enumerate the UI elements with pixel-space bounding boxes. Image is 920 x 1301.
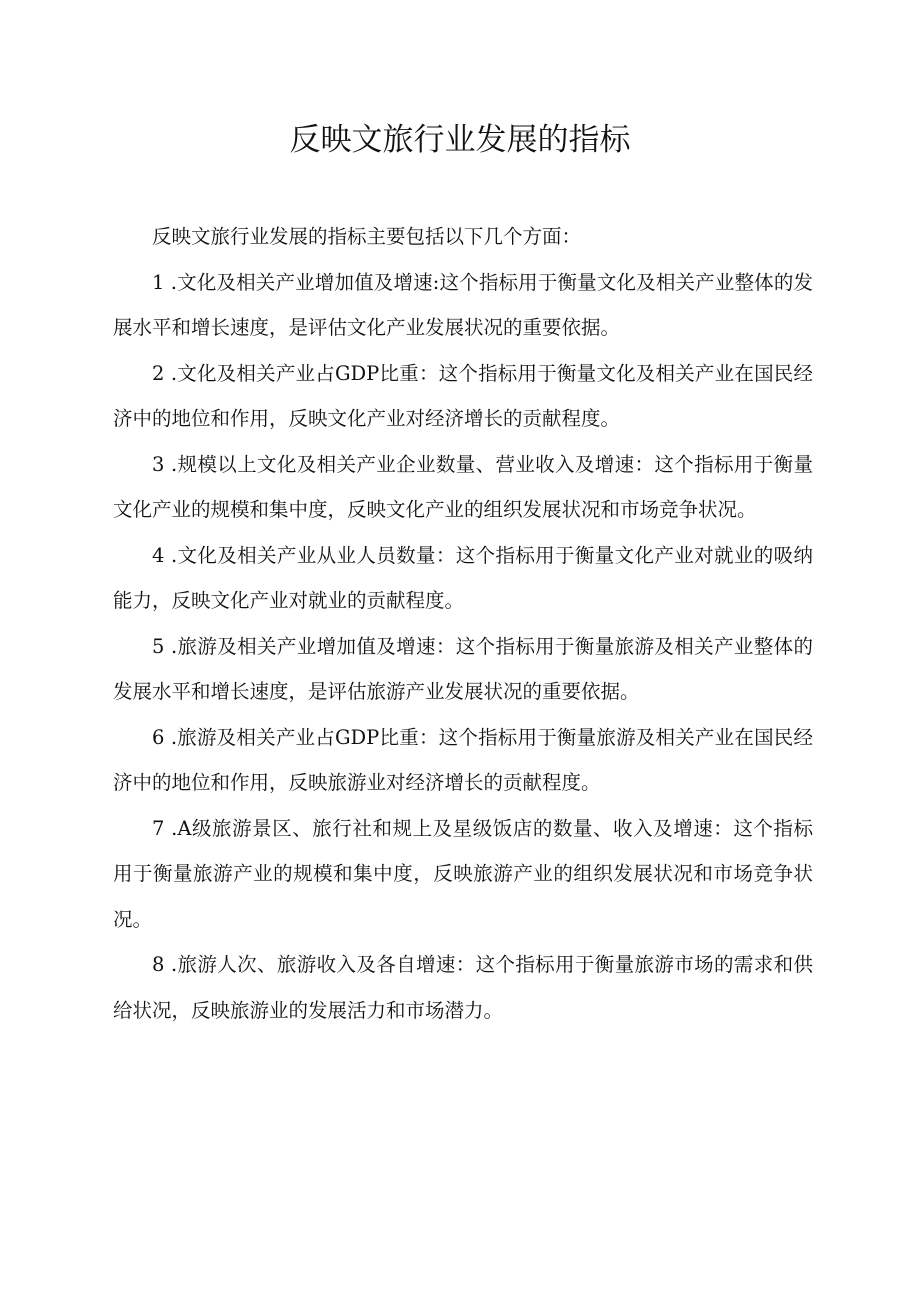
item-text: A级旅游景区、旅行社和规上及星级饭店的数量、收入及增速：这个指标用于衡量旅游产业的规模和集中度，反映旅游产业的组织发展状况和市场竞争状况。 (113, 816, 813, 931)
list-item-6: 6 .旅游及相关产业占GDP比重：这个指标用于衡量旅游及相关产业在国民经济中的地位和作用，反映旅游业对经济增长的贡献程度。 (113, 725, 813, 794)
item-text: 规模以上文化及相关产业企业数量、营业收入及增速：这个指标用于衡量文化产业的规模和集中度，反映文化产业的组织发展状况和市场竞争状况。 (113, 452, 813, 521)
page-title: 反映文旅行业发展的指标 (289, 122, 631, 158)
list-item-4: 4 .文化及相关产业从业人员数量：这个指标用于衡量文化产业对就业的吸纳能力，反映文化产业对就业的贡献程度。 (113, 543, 813, 612)
list-item-7: 7 .A级旅游景区、旅行社和规上及星级饭店的数量、收入及增速：这个指标用于衡量旅游产业的规模和集中度，反映旅游产业的组织发展状况和市场竞争状况。 (113, 816, 813, 931)
item-number: 6 (152, 725, 165, 749)
item-number: 1 (152, 270, 165, 294)
item-number: 3 (152, 452, 165, 476)
item-number: 2 (152, 361, 165, 385)
item-number: 4 (152, 543, 165, 567)
item-number: 8 (152, 953, 165, 976)
item-text: 旅游及相关产业增加值及增速：这个指标用于衡量旅游及相关产业整体的发展水平和增长速度，是评估旅游产业发展状况的重要依据。 (113, 634, 813, 703)
item-text: 文化及相关产业占GDP比重：这个指标用于衡量文化及相关产业在国民经济中的地位和作用，反映文化产业对经济增长的贡献程度。 (113, 361, 813, 430)
item-text: 文化及相关产业增加值及增速:这个指标用于衡量文化及相关产业整体的发展水平和增长速度，是评估文化产业发展状况的重要依据。 (113, 270, 813, 339)
intro-paragraph: 反映文旅行业发展的指标主要包括以下几个方面： (152, 225, 582, 248)
document-body (113, 214, 813, 1033)
list-item-5: 5 .旅游及相关产业增加值及增速：这个指标用于衡量旅游及相关产业整体的发展水平和增长速度，是评估旅游产业发展状况的重要依据。 (113, 634, 813, 703)
list-item-2: 2 .文化及相关产业占GDP比重：这个指标用于衡量文化及相关产业在国民经济中的地位和作用，反映文化产业对经济增长的贡献程度。 (113, 361, 813, 430)
list-item-1: 1 .文化及相关产业增加值及增速:这个指标用于衡量文化及相关产业整体的发展水平和增长速度，是评估文化产业发展状况的重要依据。 (113, 270, 813, 339)
item-number: 7 (152, 816, 165, 840)
list-item-3: 3 .规模以上文化及相关产业企业数量、营业收入及增速：这个指标用于衡量文化产业的规模和集中度，反映文化产业的组织发展状况和市场竞争状况。 (113, 452, 813, 521)
list-item-8: 8 .旅游人次、旅游收入及各自增速：这个指标用于衡量旅游市场的需求和供给状况，反映旅游业的发展活力和市场潜力。 (113, 953, 813, 1022)
item-number: 5 (152, 634, 165, 658)
item-text: 文化及相关产业从业人员数量：这个指标用于衡量文化产业对就业的吸纳能力，反映文化产业对就业的贡献程度。 (113, 543, 813, 612)
item-text: 旅游人次、旅游收入及各自增速：这个指标用于衡量旅游市场的需求和供给状况，反映旅游业的发展活力和市场潜力。 (113, 953, 813, 1022)
item-text: 旅游及相关产业占GDP比重：这个指标用于衡量旅游及相关产业在国民经济中的地位和作用，反映旅游业对经济增长的贡献程度。 (113, 725, 813, 794)
